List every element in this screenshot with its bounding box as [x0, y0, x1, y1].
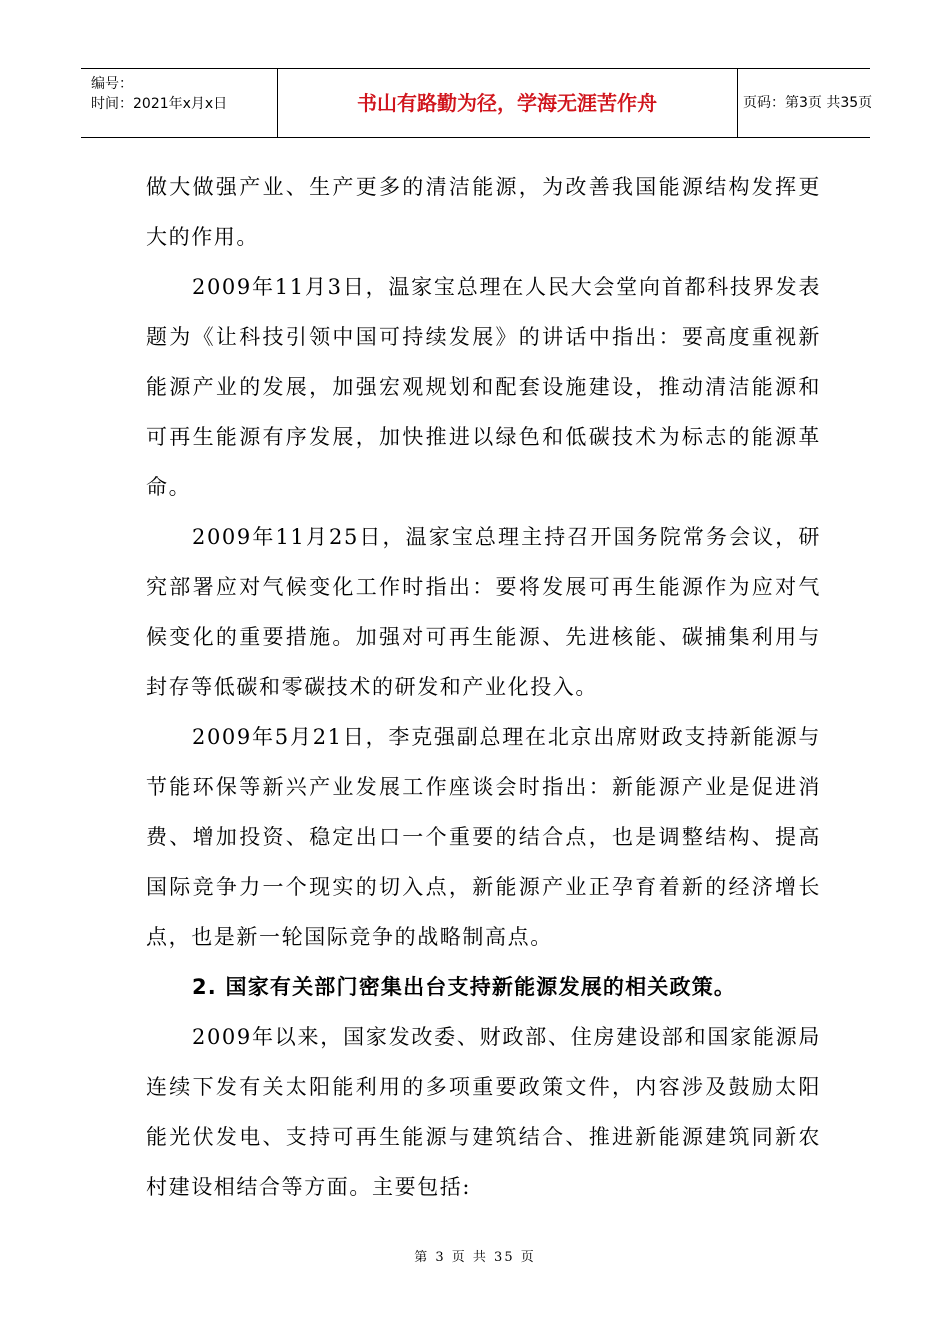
paragraph-li-may-21: 2009年5月21日，李克强副总理在北京出席财政支持新能源与节能环保等新兴产业发展工作座谈会时指出：新能源产业是促进消费、增加投资、稳定出口一个重要的结合点，也是调整结构、提高国际竞争力一个现实的切入点，新能源产业正孕育着新的经济增长点，也是新一轮国际竞争的战略制高点。 — [146, 725, 821, 949]
page-footer: 第 3 页 共 35 页 — [414, 1250, 536, 1265]
document-time-label: 时间：2021年x月x日 — [91, 96, 228, 112]
paragraph-policies-intro: 2009年以来，国家发改委、财政部、住房建设部和国家能源局连续下发有关太阳能利用的多项重要政策文件，内容涉及鼓励太阳能光伏发电、支持可再生能源与建筑结合、推进新能源建筑同新农村建设相结合等方面。主要包括: — [146, 1025, 821, 1199]
header-page-cell — [737, 69, 873, 137]
paragraph-wen-nov-25: 2009年11月25日，温家宝总理主持召开国务院常务会议，研究部署应对气候变化工作时指出：要将发展可再生能源作为应对气候变化的重要措施。加强对可再生能源、先进核能、碳捕集利用与封存等低碳和零碳技术的研发和产业化投入。 — [146, 525, 821, 699]
header-motto-cell — [277, 69, 738, 137]
section-heading: 2. 国家有关部门密集出台支持新能源发展的相关政策。 — [192, 975, 737, 999]
header-meta-cell — [81, 69, 278, 137]
paragraph-continuation: 做大做强产业、生产更多的清洁能源，为改善我国能源结构发挥更大的作用。 — [146, 175, 821, 249]
header-motto: 书山有路勤为径，学海无涯苦作舟 — [357, 91, 657, 115]
page-header — [81, 68, 873, 138]
header-page-reference: 页码：第3页 共35页 — [743, 95, 873, 111]
document-number-label: 编号： — [91, 76, 133, 92]
document-body — [146, 162, 821, 1212]
paragraph-wen-nov-3: 2009年11月3日，温家宝总理在人民大会堂向首都科技界发表题为《让科技引领中国可持续发展》的讲话中指出：要高度重视新能源产业的发展，加强宏观规划和配套设施建设，推动清洁能源和可再生能源有序发展，加快推进以绿色和低碳技术为标志的能源革命。 — [146, 275, 821, 499]
